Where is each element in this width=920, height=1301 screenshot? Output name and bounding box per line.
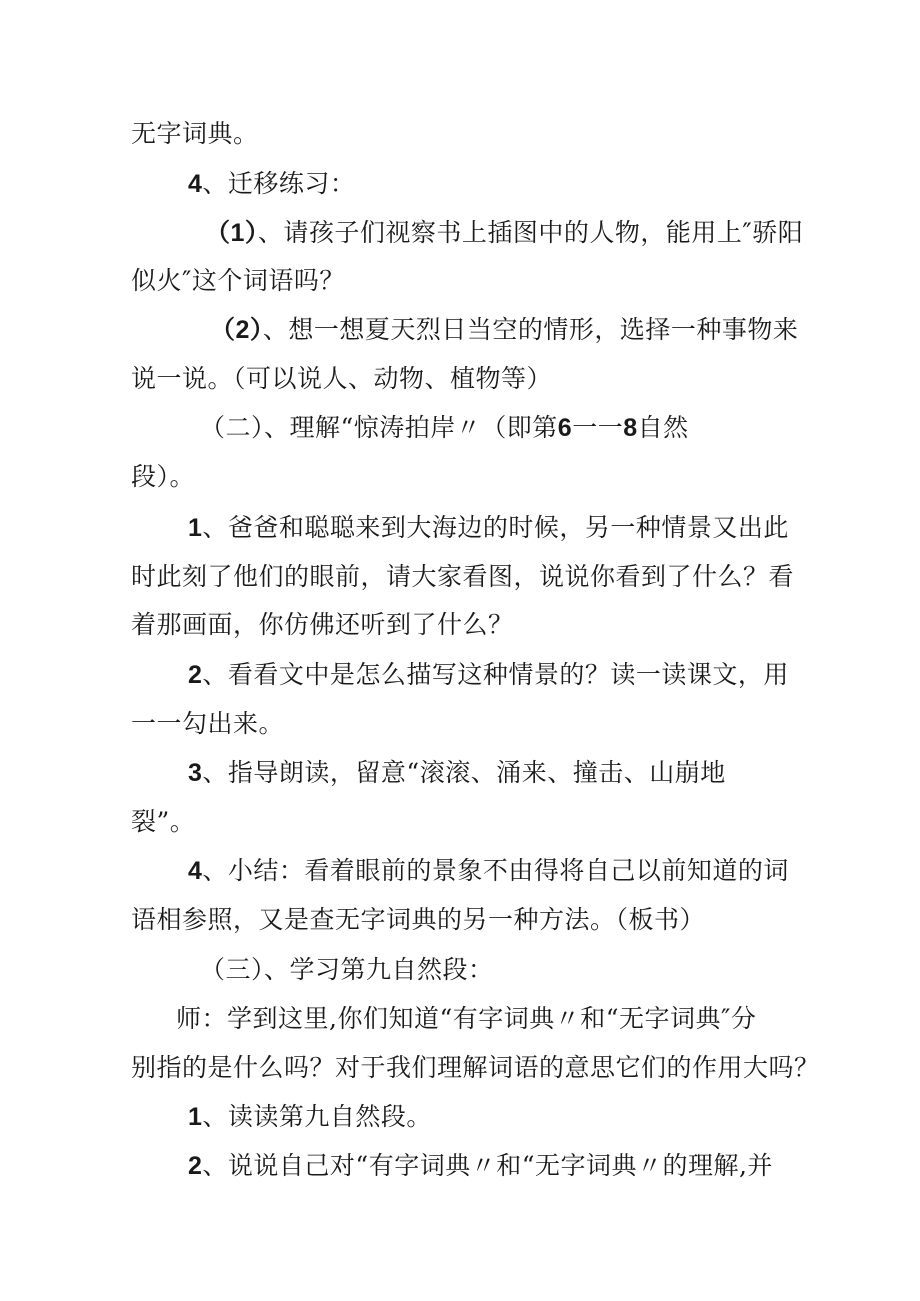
text-line: 2、看看文中是怎么描写这种情景的？读一读课文，用: [188, 660, 789, 689]
text-line: （1）、请孩子们视察书上插图中的人物，能用上″骄阳: [205, 218, 804, 247]
text-line: 4、小结：看着眼前的景象不由得将自己以前知道的词: [188, 856, 789, 885]
text-line: 段）。: [131, 462, 196, 491]
text-line: （三）、学习第九自然段：: [200, 955, 494, 984]
text-line: 一一勾出来。: [131, 709, 285, 738]
text-line: 似火″这个词语吗？: [131, 266, 345, 295]
text-line: 师：学到这里,你们知道“有字词典〃和“无字词典″分: [176, 1004, 757, 1033]
text-line: 别指的是什么吗？对于我们理解词语的意思它们的作用大吗？: [131, 1053, 820, 1082]
text-line: 2、说说自己对“有字词典〃和“无字词典〃的理解,并: [188, 1151, 773, 1180]
text-line: 着那画面，你仿佛还听到了什么？: [131, 610, 514, 639]
text-line: 说一说。（可以说人、动物、植物等）: [131, 364, 553, 393]
text-line: （2）、想一想夏天烈日当空的情形，选择一种事物来: [210, 315, 799, 344]
text-line: 语相参照，又是查无字词典的另一种方法。（板书）: [131, 905, 706, 934]
text-line: 1、读读第九自然段。: [188, 1102, 432, 1131]
text-line: （二）、理解“惊涛拍岸〃（即第6一一8自然: [200, 413, 689, 442]
text-line: 时此刻了他们的眼前，请大家看图，说说你看到了什么？看: [131, 562, 795, 591]
text-line: 4、迁移练习：: [188, 169, 356, 198]
text-line: 裂”。: [131, 807, 196, 836]
text-line: 3、指导朗读，留意“滚滚、涌来、撞击、山崩地: [188, 758, 726, 787]
text-line: 无字词典。: [131, 119, 259, 148]
text-line: 1、爸爸和聪聪来到大海边的时候，另一种情景又出此: [188, 513, 789, 542]
